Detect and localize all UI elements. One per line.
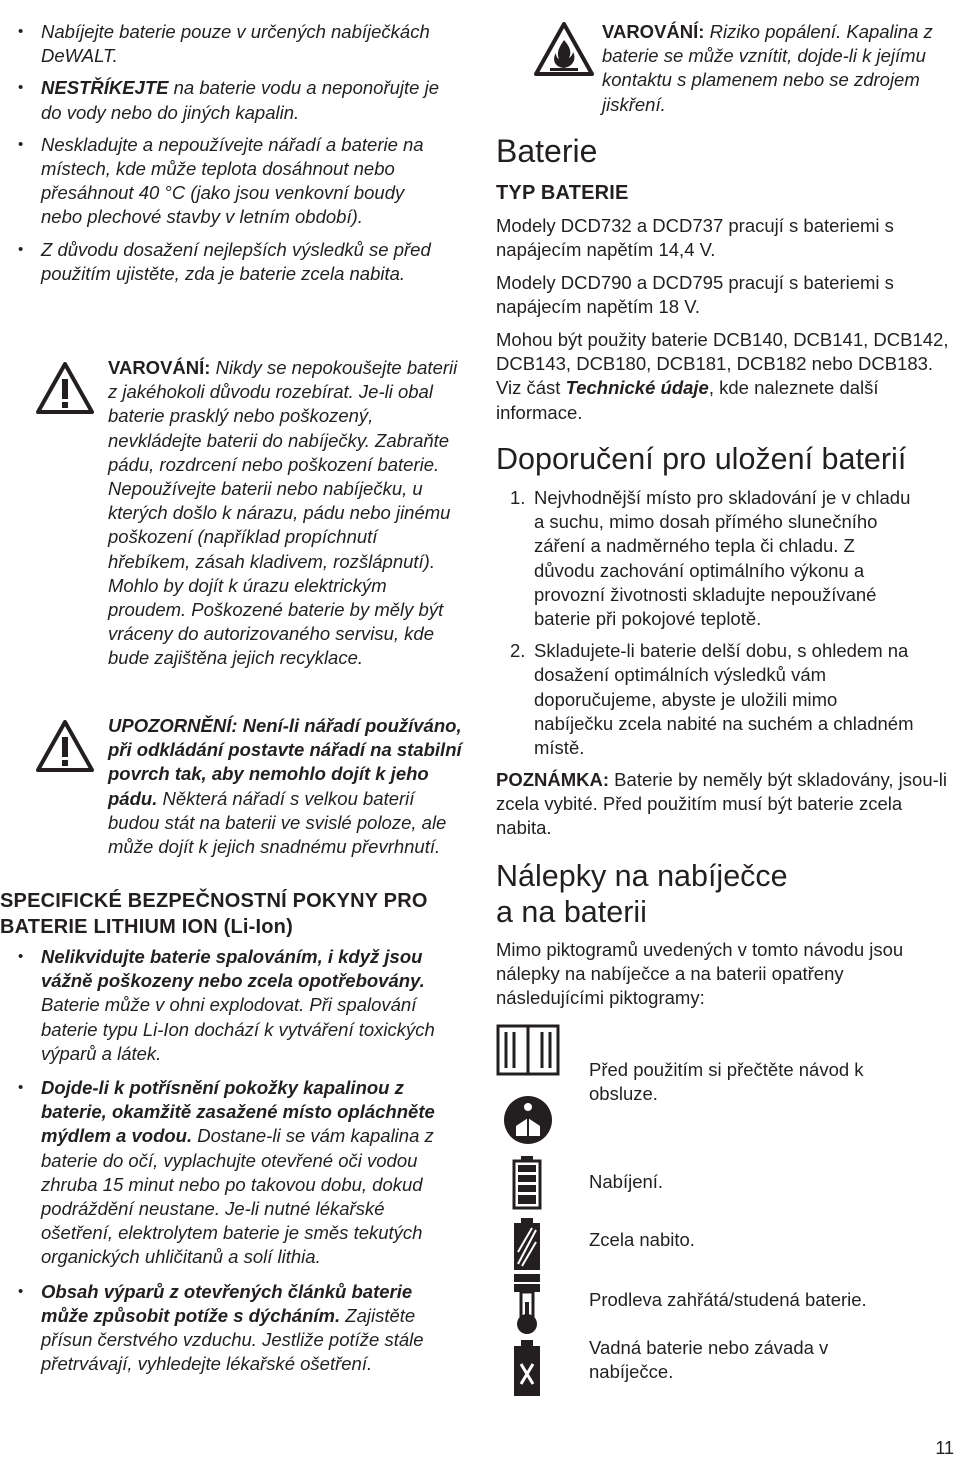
heading-line: Nálepky na nabíječce: [496, 859, 788, 893]
fire-warning-icon: [534, 22, 594, 76]
list-number: 2.: [510, 640, 526, 662]
list-item-text: Dostane-li se vám kapalina z baterie do očí, vyplachujte otevřené oči vodou zhruba 15 minut nebo po takovou dobu, dokud podráždění neustane. Je-li nutné lékařské ošetření, elektrolytem baterie je směs tekutých organických uhličitanů a solí lithia.: [41, 1125, 434, 1268]
paragraph-text: , kde naleznete další informace.: [496, 377, 879, 423]
list-item-text: Skladujete-li baterie delší dobu, s ohledem na dosažení optimálních výsledků vám doporučujeme, abyste je uložili mimo nabíječku zcela nabité na suchém a chladném místě.: [534, 640, 914, 759]
list-item: • Neskladujte a nepoužívejte nářadí a baterie na místech, kde může teplota dosáhnout nebo přesáhnout 40 °C (jako jsou venkovní boudy nebo plechové stavby v letním období).: [0, 133, 440, 230]
note-label: POZNÁMKA:: [496, 769, 610, 790]
section-heading-baterie: Baterie: [496, 133, 598, 169]
list-item-text: na baterie vodu a neponořujte je do vody nebo do jiných kapalin.: [41, 77, 439, 123]
thermometer-battery-icon: [510, 1274, 544, 1336]
pictogram-label: Prodleva zahřátá/studená baterie.: [589, 1289, 867, 1310]
page-number: 11: [935, 1438, 954, 1458]
list-item: [0, 1076, 440, 1270]
cross-reference: Technické údaje: [565, 377, 709, 399]
pictogram-label: Nabíjení.: [589, 1171, 664, 1192]
caution-text: Některá nářadí s velkou baterií budou stát na baterii ve svislé poloze, ale může dojít k jejich snadnému převrhnutí.: [108, 787, 447, 858]
caution-label: UPOZORNĚNÍ:: [108, 715, 238, 736]
warning-disassembly: [0, 356, 463, 671]
heading-line: a na baterii: [496, 895, 647, 929]
pictogram-label: Před použitím si přečtěte návod k obsluze.: [589, 1059, 864, 1105]
charging-battery-icon: [512, 1156, 542, 1210]
note-text: Baterie by neměly být skladovány, jsou-li zcela vybité. Před použitím musí být baterie zcela nabita.: [496, 769, 947, 839]
list-item-text: Baterie může v ohni explodovat. Při spalování baterie typu Li-Ion dochází k vytváření toxických výparů a látek.: [41, 994, 435, 1064]
list-item-text: Zajistěte přísun čerstvého vzduchu. Jestliže potíže stále přetrvávají, vyhledejte lékařské ošetření.: [41, 1304, 424, 1375]
emphasis: Nelikvidujte baterie spalováním, i když jsou vážně poškozeny nebo zcela opotřebovány.: [41, 946, 425, 992]
paragraph-text: Mohou být použity baterie DCB140, DCB141, DCB142, DCB143, DCB180, DCB181, DCB182 nebo DCB183. Viz část: [496, 329, 949, 399]
warning-text: Riziko popálení. Kapalina z baterie se může vznítit, dojde-li k jejímu kontaktu s plamenem nebo se zdrojem jiskření.: [602, 21, 933, 115]
list-item: [0, 945, 440, 1066]
warning-triangle-icon: [36, 720, 94, 772]
list-item: [496, 486, 916, 631]
pictogram-list: [496, 1022, 956, 1422]
warning-triangle-icon: [36, 362, 94, 414]
manual-book-icon: [496, 1022, 560, 1152]
emphasis: NESTŘÍKEJTE: [41, 77, 169, 99]
paragraph: Modely DCD732 a DCD737 pracují s bateriemi s napájecím napětím 14,4 V.: [496, 215, 894, 261]
list-item-text: Nejvhodnější místo pro skladování je v chladu a suchu, mimo dosah přímého slunečního záření a nadměrného tepla či chladu. Z důvodu zachování optimálního výkonu a provozní životnosti skladujte nepoužívané baterie při pokojové teplotě.: [534, 487, 911, 630]
caution-tool-storage: [0, 714, 463, 859]
li-ion-safety-list: [0, 945, 440, 1376]
battery-type-heading: TYP BATERIE: [496, 182, 629, 204]
list-item: • Nabíjejte baterie pouze v určených nabíječkách DeWALT.: [0, 20, 440, 68]
emphasis: Obsah výparů z otevřených článků baterie může způsobit potíže s dýcháním.: [41, 1280, 413, 1326]
storage-list: [496, 486, 916, 760]
emphasis: Dojde-li k potřísnění pokožky kapalinou z baterie, okamžitě zasažené místo opláchněte mýdlem a vodou.: [41, 1077, 435, 1147]
warning-text: Nikdy se nepokoušejte baterii z jakéhokoli důvodu rozebírat. Je-li obal baterie prasklý nebo poškozený, nevkládejte baterii do nabíječky. Zabraňte pádu, rozdrcení nebo poškození baterie. Nepoužívejte baterii nebo nabíječku, u kterých došlo k nárazu, pádu nebo jinému poškození (například propíchnutí hřebíkem, zásah kladivem, rozšlápnutí). Mohlo by dojít k úrazu elektrickým proudem. Poškozené baterie by měly být vráceny do autorizovaného servisu, kde bude zajištěna jejich recyklace.: [108, 357, 458, 669]
list-item: [0, 76, 440, 124]
paragraph: Mimo piktogramů uvedených v tomto návodu jsou nálepky na nabíječce a na baterii opatřeny následujícími piktogramy:: [496, 939, 904, 1009]
warning-label: VAROVÁNÍ:: [602, 21, 705, 42]
list-number: 1.: [510, 487, 526, 508]
charged-battery-icon: [512, 1218, 542, 1272]
paragraph: [496, 328, 951, 425]
warning-label: VAROVÁNÍ:: [108, 357, 211, 378]
note: [496, 768, 954, 841]
list-item: [0, 1280, 440, 1377]
section-heading-labels: [496, 858, 788, 930]
list-item: [496, 639, 916, 760]
paragraph: Modely DCD790 a DCD795 pracují s bateriemi s napájecím napětím 18 V.: [496, 272, 894, 318]
pictogram-label: Vadná baterie nebo závada v nabíječce.: [589, 1337, 829, 1383]
list-item: • Z důvodu dosažení nejlepších výsledků se před použitím ujistěte, zda je baterie zcela nabita.: [0, 238, 440, 286]
faulty-battery-icon: [512, 1340, 542, 1398]
li-ion-heading: SPECIFICKÉ BEZPEČNOSTNÍ POKYNY PRO BATERIE LITHIUM ION (Li-Ion): [0, 890, 428, 938]
pictogram-label: Zcela nabito.: [589, 1229, 695, 1250]
fire-warning: [602, 20, 952, 117]
general-safety-list: [0, 20, 440, 286]
caution-bold-text: Není-li nářadí používáno, při odkládání postavte nářadí na stabilní povrch tak, aby nemohlo dojít k jeho pádu.: [108, 715, 462, 809]
section-heading-storage: Doporučení pro uložení baterií: [496, 442, 907, 476]
